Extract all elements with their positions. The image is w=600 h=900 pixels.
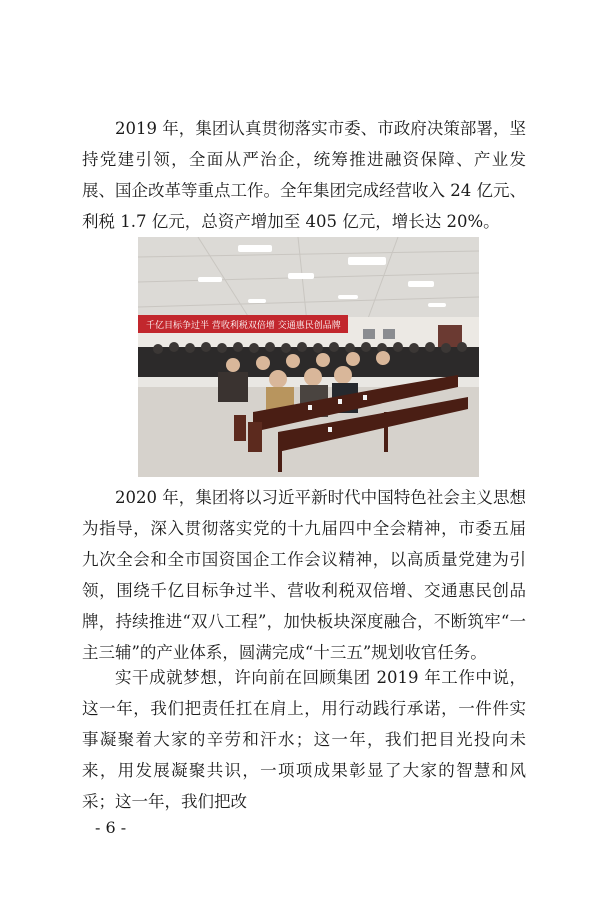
paragraph-review-remarks: 实干成就梦想，许向前在回顾集团 2019 年工作中说，这一年，我们把责任扛在肩上，用行动践行承诺，一件件实事凝聚着大家的辛劳和汗水；这一年，我们把目光投向未来，用发展凝聚共识，一项项成果彰显了大家的智慧和风采；这一年，我们把改 (82, 668, 526, 811)
banner-text: 千亿目标争过半 营收利税双倍增 交通惠民创品牌 (146, 321, 341, 331)
paragraph-2019-summary: 2019 年，集团认真贯彻落实市委、市政府决策部署，坚持党建引领，全面从严治企，统筹推进融资保障、产业发展、国企改革等重点工作。全年集团完成经营收入 24 亿元、利税 1.7 亿元，总资产增加至 405 亿元，增长达 20%。 (82, 119, 526, 231)
page-number: - 6 - (95, 818, 127, 837)
paragraph-2020-plan: 2020 年，集团将以习近平新时代中国特色社会主义思想为指导，深入贯彻落实党的十九届四中全会精神，市委五届九次全会和全市国资国企工作会议精神，以高质量党建为引领，围绕千亿目标争过半、营收利税双倍增、交通惠民创品牌，持续推进“双八工程”，加快板块深度融合，不断筑牢“一主三辅”的产业体系，圆满完成“十三五”规划收官任务。 (82, 488, 526, 662)
meeting-photo (138, 237, 479, 477)
